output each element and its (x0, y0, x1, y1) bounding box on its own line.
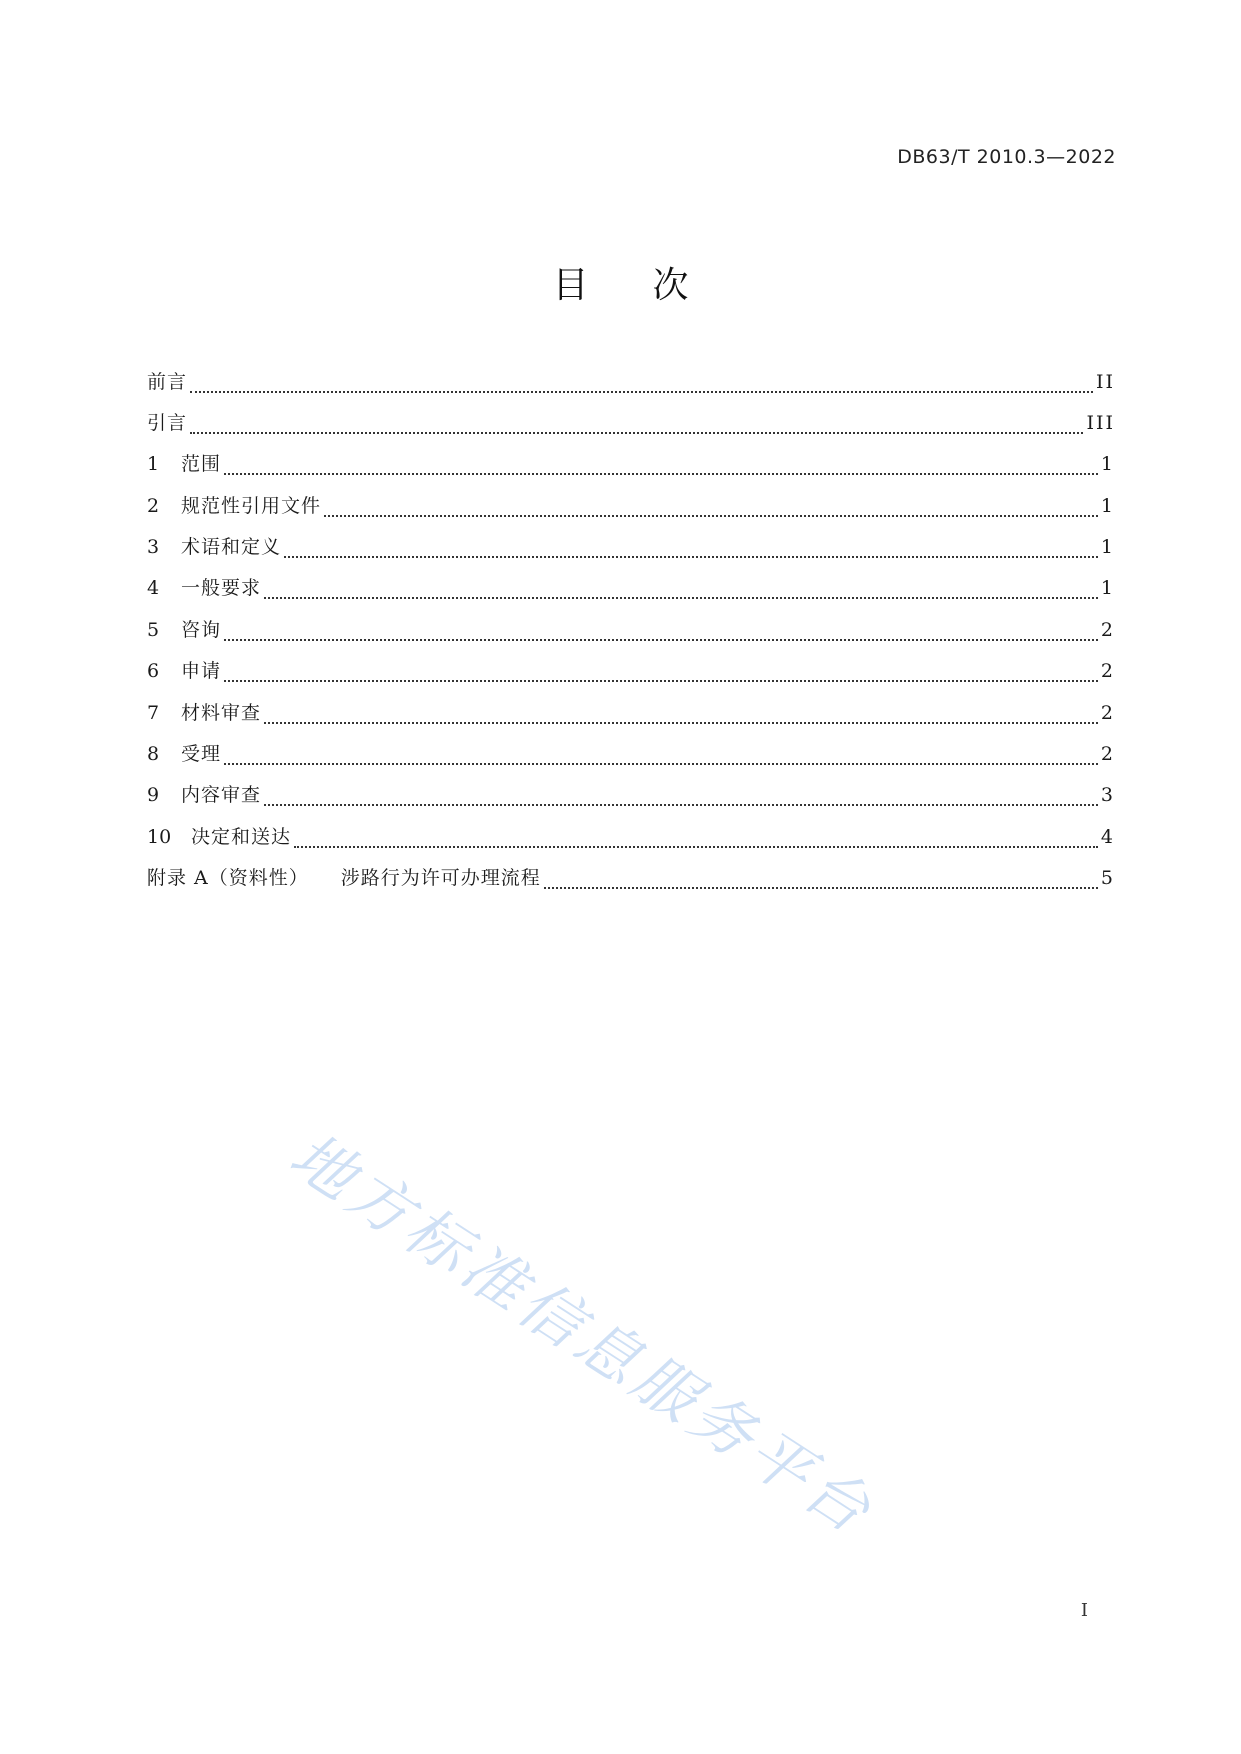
toc-entry-number: 1 (147, 453, 160, 475)
toc-entry-number: 5 (147, 619, 160, 641)
toc-entry-4[interactable] (147, 573, 1115, 603)
toc-entry-number: 4 (147, 577, 160, 599)
toc-title (0, 257, 1241, 308)
dot-leader (284, 556, 1098, 558)
toc-entry-page: 1 (1100, 495, 1115, 517)
dot-leader (224, 680, 1098, 682)
toc-entry-6[interactable] (147, 656, 1115, 686)
toc-entry-label: 术语和定义 (181, 536, 282, 558)
toc-entry-number: 9 (147, 784, 160, 806)
toc-entry-page: III (1086, 412, 1115, 434)
toc-entry-label: 咨询 (181, 619, 222, 641)
dot-leader (224, 639, 1098, 641)
toc-entry-page: 2 (1100, 619, 1115, 641)
toc-entry-page: 5 (1100, 867, 1115, 889)
toc-entry-label: 决定和送达 (191, 826, 292, 848)
toc-entry-number: 7 (147, 702, 160, 724)
watermark: 地方标准信息服务平台 (277, 1118, 888, 1550)
toc-entry-number: 8 (147, 743, 160, 765)
toc-entry-1[interactable] (147, 449, 1115, 479)
toc-entry-label: 引言 (147, 412, 188, 434)
toc-entry-page: 4 (1100, 826, 1115, 848)
dot-leader (544, 887, 1098, 889)
dot-leader (190, 391, 1093, 393)
appendix-prefix: 附录 A（资料性） (147, 867, 309, 889)
toc-entry-9[interactable] (147, 780, 1115, 810)
toc-entry-page: 1 (1100, 577, 1115, 599)
toc-entry-introduction[interactable] (147, 408, 1115, 438)
appendix-title: 涉路行为许可办理流程 (340, 867, 541, 889)
toc-entry-label: 前言 (147, 371, 188, 393)
toc-entry-5[interactable] (147, 615, 1115, 645)
toc-entry-page: 1 (1100, 536, 1115, 558)
toc-entry-number: 6 (147, 660, 160, 682)
toc-entry-label: 内容审查 (181, 784, 262, 806)
toc-entry-8[interactable] (147, 739, 1115, 769)
toc-entry-appendix-a[interactable] (147, 863, 1115, 893)
document-code: DB63/T 2010.3—2022 (897, 146, 1116, 168)
toc-entry-3[interactable] (147, 532, 1115, 562)
toc-entry-page: II (1095, 371, 1115, 393)
toc-entry-number: 3 (147, 536, 160, 558)
dot-leader (224, 763, 1098, 765)
page-number: I (1080, 1600, 1088, 1621)
dot-leader (264, 804, 1098, 806)
toc-entry-label: 材料审查 (181, 702, 262, 724)
dot-leader (224, 473, 1098, 475)
toc-entry-label: 一般要求 (181, 577, 262, 599)
dot-leader (264, 597, 1098, 599)
dot-leader (264, 722, 1098, 724)
toc-entry-page: 2 (1100, 743, 1115, 765)
toc-title-char-2: 次 (652, 265, 689, 306)
toc-entry-number: 10 (147, 826, 172, 848)
toc-title-char-1: 目 (552, 265, 589, 306)
toc-entry-10[interactable] (147, 822, 1115, 852)
toc-entry-label (147, 863, 541, 890)
toc-entry-number: 2 (147, 495, 160, 517)
toc-entry-page: 1 (1100, 453, 1115, 475)
dot-leader (190, 432, 1083, 434)
toc-entry-label: 范围 (181, 453, 222, 475)
toc-entry-page: 2 (1100, 702, 1115, 724)
dot-leader (324, 515, 1098, 517)
toc-entry-label: 规范性引用文件 (181, 495, 322, 517)
toc-entry-7[interactable] (147, 698, 1115, 728)
toc-entry-foreword[interactable] (147, 367, 1115, 397)
toc-entry-label: 受理 (181, 743, 222, 765)
toc-entry-page: 3 (1100, 784, 1115, 806)
toc-entry-label: 申请 (181, 660, 222, 682)
toc-entry-page: 2 (1100, 660, 1115, 682)
toc-entry-2[interactable] (147, 491, 1115, 521)
dot-leader (294, 846, 1098, 848)
